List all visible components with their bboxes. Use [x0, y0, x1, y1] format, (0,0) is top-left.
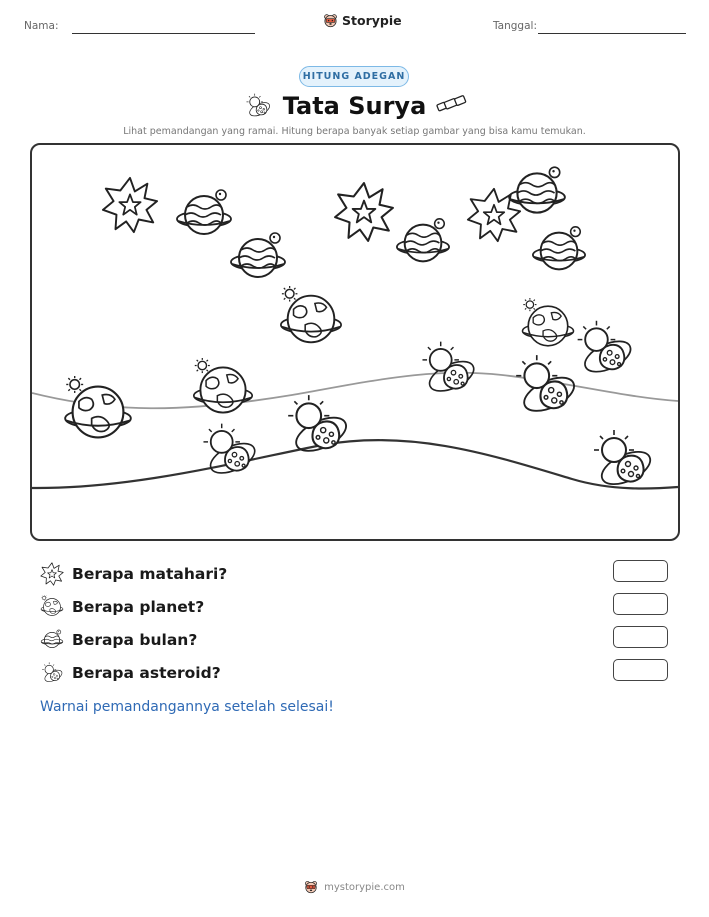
scene-panel [30, 143, 680, 541]
question-row-planets [40, 595, 204, 619]
asteroid-icon [516, 355, 579, 418]
question-row-asteroids [40, 661, 221, 685]
answer-box-planets[interactable] [613, 593, 668, 615]
brand-logo [323, 13, 402, 28]
moon-planet-icon [509, 167, 565, 212]
asteroid-icon [422, 342, 478, 397]
sun-icon [40, 562, 64, 586]
page-title: Tata Surya [282, 92, 427, 120]
moon-planet-icon [40, 628, 64, 652]
planet-icon [522, 298, 573, 346]
asteroid-icon [288, 395, 351, 458]
question-row-moons [40, 628, 197, 652]
name-label: Nama: [24, 20, 59, 32]
sun-icon [335, 183, 393, 241]
moon-planet-icon [231, 233, 285, 277]
site-url: mystorypie.com [324, 881, 405, 893]
answer-box-suns[interactable] [613, 560, 668, 582]
closing-note: Warnai pemandangannya setelah selesai! [40, 699, 334, 715]
question-text: Berapa matahari? [72, 565, 228, 583]
bear-icon [323, 13, 338, 28]
planet-icon [194, 358, 252, 413]
answer-box-moons[interactable] [613, 626, 668, 648]
asteroid-icon [203, 424, 259, 479]
sun-icon [468, 189, 520, 241]
planet-icon [65, 376, 131, 437]
brand-name: Storypie [342, 13, 402, 28]
foreground-hill-line [32, 440, 678, 488]
name-field-line[interactable] [72, 33, 255, 34]
asteroid-icon [578, 321, 635, 378]
sun-icon [103, 178, 157, 232]
instruction-text: Lihat pemandangan yang ramai. Hitung berapa banyak setiap gambar yang bisa kamu temukan. [123, 126, 586, 137]
scene-illustration [32, 145, 678, 539]
planet-icon [40, 595, 64, 619]
date-label: Tanggal: [493, 20, 537, 32]
asteroid-icon [40, 661, 64, 685]
asteroid-icon [594, 430, 655, 491]
telescope-icon [436, 95, 468, 115]
answer-box-asteroids[interactable] [613, 659, 668, 681]
question-text: Berapa bulan? [72, 631, 198, 649]
moon-planet-icon [533, 227, 585, 270]
question-text: Berapa asteroid? [72, 664, 221, 682]
question-row-suns [40, 562, 227, 586]
question-text: Berapa planet? [72, 598, 205, 616]
background-hill-line [32, 373, 678, 409]
moon-planet-icon [397, 219, 449, 262]
footer-site [0, 880, 709, 894]
activity-badge: HITUNG ADEGAN [299, 66, 409, 87]
bear-icon [304, 880, 318, 894]
moon-planet-icon [177, 190, 231, 234]
planet-icon [281, 286, 341, 342]
date-field-line[interactable] [538, 33, 686, 34]
